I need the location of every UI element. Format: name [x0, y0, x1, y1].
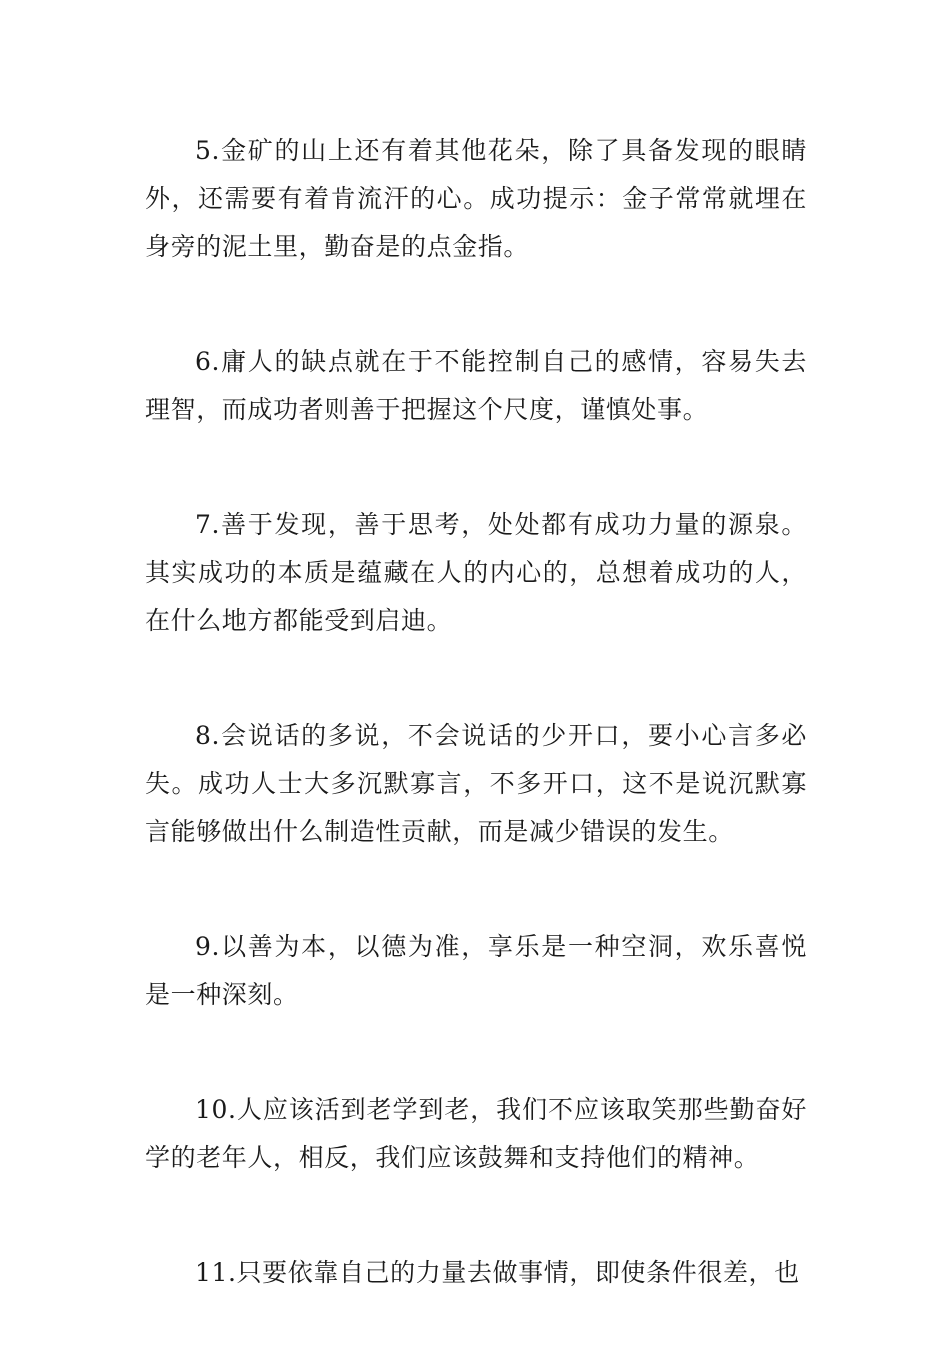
paragraph-8: 8.会说话的多说，不会说话的少开口，要小心言多必失。成功人士大多沉默寡言，不多开口，这不是说沉默寡言能够做出什么制造性贡献，而是减少错误的发生。: [145, 721, 807, 846]
paragraph-6: 6.庸人的缺点就在于不能控制自己的感情，容易失去理智，而成功者则善于把握这个尺度，谨慎处事。: [145, 347, 807, 424]
paragraph-5: 5.金矿的山上还有着其他花朵，除了具备发现的眼睛外，还需要有着肯流汗的心。成功提示：金子常常就埋在身旁的泥土里，勤奋是的点金指。: [145, 136, 807, 261]
document-body: [145, 127, 807, 1364]
paragraph-10: 10.人应该活到老学到老，我们不应该取笑那些勤奋好学的老年人，相反，我们应该鼓舞和支持他们的精神。: [145, 1095, 807, 1172]
paragraph-11: 11.只要依靠自己的力量去做事情，即使条件很差，也: [195, 1258, 800, 1287]
paragraph-9: 9.以善为本，以德为准，享乐是一种空洞，欢乐喜悦是一种深刻。: [145, 932, 807, 1009]
paragraph-7: 7.善于发现，善于思考，处处都有成功力量的源泉。其实成功的本质是蕴藏在人的内心的，总想着成功的人，在什么地方都能受到启迪。: [145, 510, 807, 635]
